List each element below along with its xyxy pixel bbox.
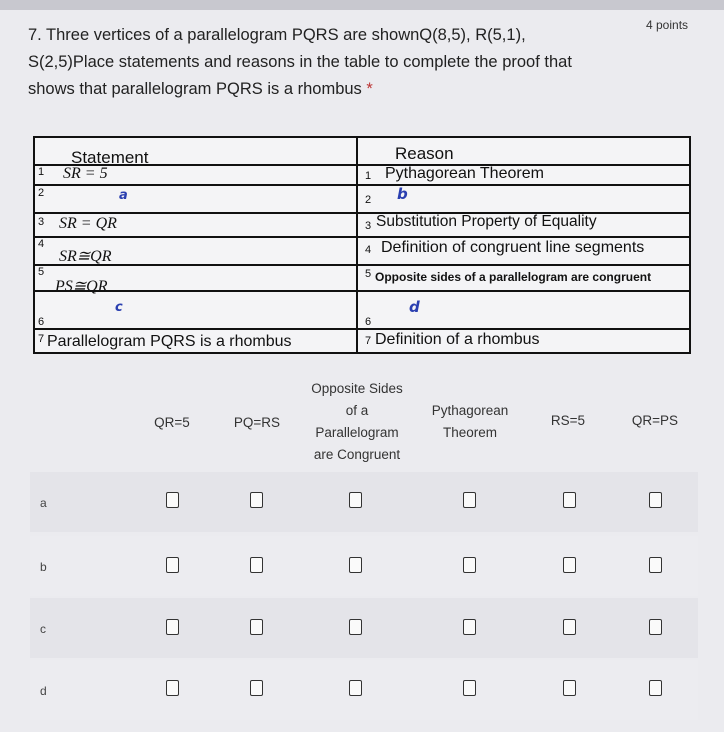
statement-number: 3: [38, 216, 45, 228]
statement-number: 7: [38, 333, 45, 345]
statement-number: 5: [38, 266, 45, 278]
required-mark: *: [366, 80, 373, 98]
question-line-3-text: shows that parallelogram PQRS is a rhombus: [28, 80, 362, 98]
reason-2-blank: b: [397, 185, 408, 203]
proof-table: [33, 136, 691, 354]
column-header-text: QR=PS: [631, 413, 679, 428]
reason-5: Opposite sides of a parallelogram are congruent: [375, 270, 652, 284]
reason-4: Definition of congruent line segments: [381, 239, 645, 256]
column-header-text: Opposite Sides: [311, 381, 403, 396]
checkbox-d-pqrs[interactable]: [250, 680, 263, 696]
row-divider: [35, 290, 689, 292]
question-line-2: S(2,5)Place statements and reasons in the table to complete the proof that: [28, 53, 572, 71]
question-line-3: [28, 76, 638, 103]
column-header-text: RS=5: [550, 413, 586, 428]
column-header-pqrs: [222, 412, 292, 434]
grid-row-a: [30, 472, 698, 532]
row-label-d: d: [40, 684, 47, 698]
column-header-text: Pythagorean: [431, 403, 509, 418]
column-header-qr5: [142, 412, 202, 434]
statement-1: SR = 5: [63, 165, 108, 182]
column-header-text: of a: [345, 403, 369, 418]
question-line-1: 7. Three vertices of a parallelogram PQRS are shownQ(8,5), R(5,1),: [28, 26, 526, 44]
statement-number: 4: [38, 238, 45, 250]
column-header-text: PQ=RS: [233, 415, 281, 430]
grid-row-d: [30, 660, 698, 720]
reason-number: 5: [365, 268, 372, 280]
checkbox-c-pqrs[interactable]: [250, 619, 263, 635]
checkbox-c-pythagorean[interactable]: [463, 619, 476, 635]
checkbox-d-opposite-sides[interactable]: [349, 680, 362, 696]
reason-1: Pythagorean Theorem: [385, 165, 544, 182]
reason-number: 1: [365, 170, 372, 182]
column-header-opposite-sides: [298, 378, 416, 466]
column-header-text: are Congruent: [313, 447, 401, 462]
reason-6-blank: d: [409, 298, 420, 316]
top-strip: [0, 0, 724, 10]
reason-number: 2: [365, 194, 372, 206]
row-divider: [35, 184, 689, 186]
checkbox-d-pythagorean[interactable]: [463, 680, 476, 696]
column-header-text: QR=5: [154, 415, 190, 430]
checkbox-a-pythagorean[interactable]: [463, 492, 476, 508]
question-text: [28, 22, 638, 103]
reason-number: 6: [365, 316, 372, 328]
checkbox-c-opposite-sides[interactable]: [349, 619, 362, 635]
statement-4: SR≅QR: [59, 248, 112, 265]
statement-2-blank: a: [119, 188, 128, 203]
points-label: 4 points: [646, 18, 689, 32]
column-divider: [356, 138, 358, 354]
checkbox-d-rs5[interactable]: [563, 680, 576, 696]
checkbox-a-rs5[interactable]: [563, 492, 576, 508]
statement-3: SR = QR: [59, 215, 117, 232]
checkbox-d-qrps[interactable]: [649, 680, 662, 696]
reason-3: Substitution Property of Equality: [376, 213, 597, 230]
reason-number: 7: [365, 335, 372, 347]
statement-number: 2: [38, 187, 45, 199]
checkbox-a-opposite-sides[interactable]: [349, 492, 362, 508]
checkbox-b-pqrs[interactable]: [250, 557, 263, 573]
checkbox-a-qrps[interactable]: [649, 492, 662, 508]
checkbox-b-rs5[interactable]: [563, 557, 576, 573]
statement-7: Parallelogram PQRS is a rhombus: [47, 333, 292, 350]
row-label-a: a: [40, 496, 47, 510]
checkbox-b-opposite-sides[interactable]: [349, 557, 362, 573]
reason-number: 3: [365, 220, 372, 232]
statement-6-blank: c: [115, 300, 123, 315]
grid-row-b: [30, 536, 698, 596]
column-header-text: Theorem: [442, 425, 498, 440]
row-label-b: b: [40, 560, 47, 574]
column-header-pythagorean: [418, 400, 522, 444]
column-header-text: Parallelogram: [315, 425, 399, 440]
checkbox-b-qrps[interactable]: [649, 557, 662, 573]
statement-5: PS≅QR: [55, 278, 108, 295]
row-divider: [35, 236, 689, 238]
row-label-c: c: [40, 622, 46, 636]
checkbox-c-qrps[interactable]: [649, 619, 662, 635]
reason-7: Definition of a rhombus: [375, 331, 540, 348]
checkbox-c-qr5[interactable]: [166, 619, 179, 635]
column-header-rs5: [538, 410, 598, 432]
grid-row-c: [30, 598, 698, 658]
reason-number: 4: [365, 244, 372, 256]
statement-number: 1: [38, 166, 45, 178]
checkbox-a-pqrs[interactable]: [250, 492, 263, 508]
reason-header: Reason: [395, 144, 454, 163]
column-header-qrps: [620, 410, 690, 432]
checkbox-b-pythagorean[interactable]: [463, 557, 476, 573]
statement-header: Statement: [71, 148, 149, 167]
checkbox-b-qr5[interactable]: [166, 557, 179, 573]
checkbox-c-rs5[interactable]: [563, 619, 576, 635]
row-divider: [35, 264, 689, 266]
statement-number: 6: [38, 316, 45, 328]
checkbox-d-qr5[interactable]: [166, 680, 179, 696]
checkbox-a-qr5[interactable]: [166, 492, 179, 508]
row-divider: [35, 328, 689, 330]
